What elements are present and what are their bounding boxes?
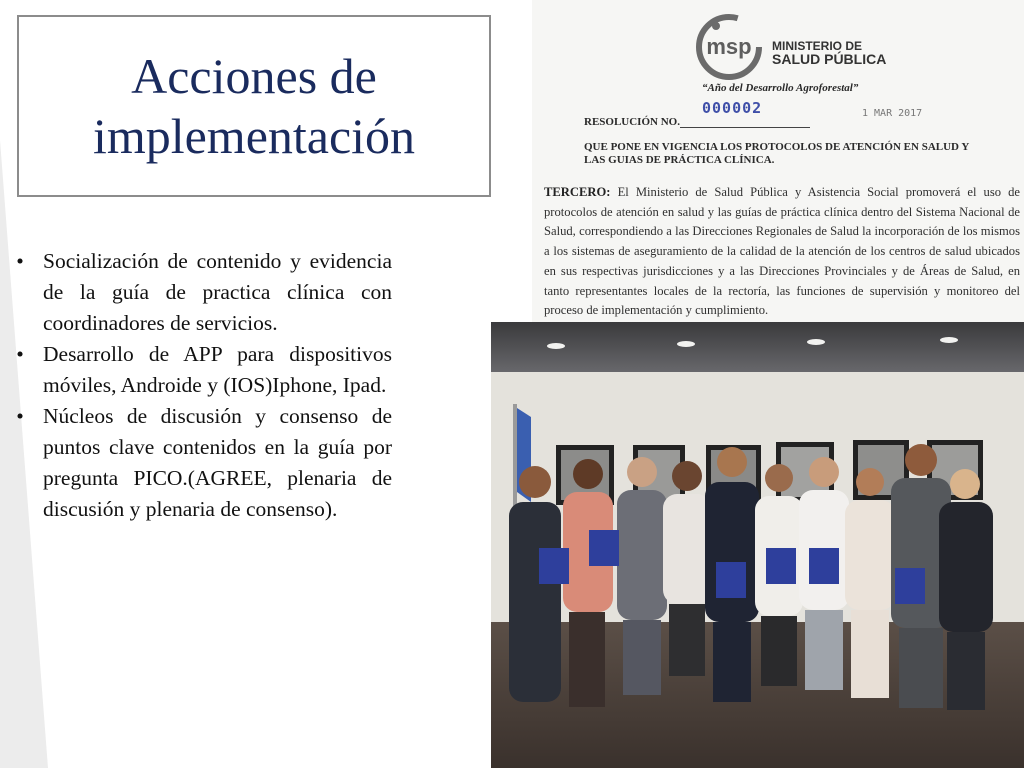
svg-text:msp: msp (706, 34, 752, 59)
resolution-line (680, 127, 810, 128)
resolution-label: RESOLUCIÓN NO. (584, 116, 680, 128)
resolution-body (544, 183, 1020, 321)
body-text: El Ministerio de Salud Pública y Asistencia Social promoverá el uso de protocolos de atención en salud y las guías de práctica clínica dentro del Sistema Nacional de Salud, correspondiendo a las Direcciones Regionales de Salud la incorporación de los mismos a los sistemas de aseguramiento de la calidad de la atención de los centros de salud ubicados en sus respectivas jurisdicciones y a las Direcciones Provinciales y de Áreas de Salud, en tanto representantes locales de la rectoría, las funciones de supervisión y monitoreo del proceso de implementación y cumplimiento. (544, 185, 1020, 318)
stamp-date: 1 MAR 2017 (862, 108, 923, 119)
body-label: TERCERO: (544, 185, 611, 199)
bullet-icon: • (16, 249, 24, 273)
slide-title: Acciones de implementación (92, 48, 416, 164)
ministry-name: MINISTERIO DE SALUD PÚBLICA (772, 39, 887, 67)
resolution-document-image (532, 0, 1024, 322)
group-photo-icon (491, 322, 1024, 768)
year-motto: “Año del Desarrollo Agroforestal” (702, 82, 859, 94)
bullet-item (10, 246, 392, 339)
bullet-text: Socialización de contenido y evidencia de la guía de practica clínica con coordinadores de servicios. (43, 249, 392, 335)
bullet-icon: • (16, 342, 24, 366)
resolution-number: 000002 (702, 99, 763, 117)
bullet-text: Desarrollo de APP para dispositivos móviles, Androide y (IOS)Iphone, Ipad. (43, 342, 392, 397)
group-photo (491, 322, 1024, 768)
bullet-item (10, 401, 392, 525)
title-box (17, 15, 491, 197)
msp-logo-icon (694, 12, 764, 82)
resolution-subject: QUE PONE EN VIGENCIA LOS PROTOCOLOS DE ATENCIÓN EN SALUD Y LAS GUIAS DE PRÁCTICA CLÍNICA. (584, 141, 969, 166)
bullet-text: Núcleos de discusión y consenso de puntos clave contenidos en la guía por pregunta PICO.(AGREE, plenaria de discusión y plenaria de consenso). (43, 404, 392, 521)
bullet-item (10, 339, 392, 401)
bullet-icon: • (16, 404, 24, 428)
bullet-list (10, 246, 392, 525)
